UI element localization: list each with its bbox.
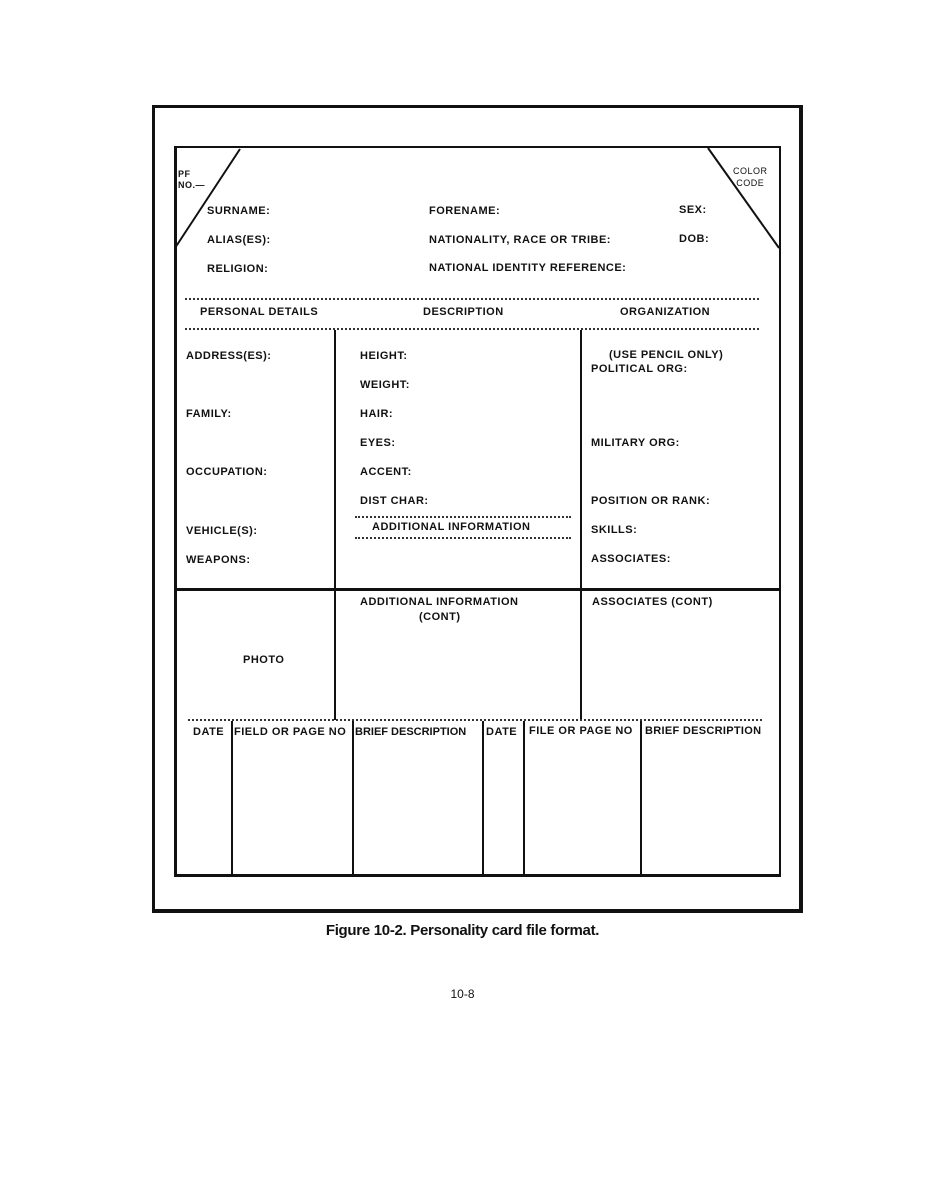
page-number: 10-8 — [450, 987, 475, 1001]
photo-label: PHOTO — [243, 654, 285, 666]
weapons-label: WEAPONS: — [186, 554, 251, 566]
log-col-date-2: DATE — [486, 726, 518, 738]
dob-label: DOB: — [679, 233, 710, 245]
log-col-file-page-no: FILE OR PAGE NO — [529, 725, 633, 737]
vehicles-label: VEHICLE(S): — [186, 525, 258, 537]
skills-label: SKILLS: — [591, 524, 638, 536]
position-rank-label: POSITION OR RANK: — [591, 495, 711, 507]
eyes-label: EYES: — [360, 437, 396, 449]
accent-label: ACCENT: — [360, 466, 412, 478]
description-header: DESCRIPTION — [423, 306, 504, 318]
aliases-label: ALIAS(ES): — [207, 234, 271, 246]
surname-label: SURNAME: — [207, 205, 271, 217]
additional-info-label: ADDITIONAL INFORMATION — [372, 521, 531, 533]
military-org-label: MILITARY ORG: — [591, 437, 680, 449]
weight-label: WEIGHT: — [360, 379, 410, 391]
log-col-field-page-no: FIELD OR PAGE NO — [234, 726, 347, 738]
personal-details-header: PERSONAL DETAILS — [200, 306, 319, 318]
additional-info-bottom-rule — [355, 537, 571, 539]
family-label: FAMILY: — [186, 408, 232, 420]
divider-description-organization — [580, 330, 582, 720]
header-bottom-dotted-rule — [185, 328, 759, 330]
log-top-dotted-rule — [188, 719, 762, 721]
forename-label: FORENAME: — [429, 205, 501, 217]
sex-label: SEX: — [679, 204, 707, 216]
religion-label: RELIGION: — [207, 263, 269, 275]
log-col-brief-description-2: BRIEF DESCRIPTION — [645, 725, 762, 737]
additional-info-cont-label: ADDITIONAL INFORMATION — [360, 596, 519, 608]
nationality-label: NATIONALITY, RACE OR TRIBE: — [429, 234, 611, 246]
log-divider-2 — [352, 721, 354, 875]
middle-divider — [175, 588, 780, 591]
pencil-note: (USE PENCIL ONLY) — [609, 349, 724, 361]
hair-label: HAIR: — [360, 408, 394, 420]
additional-info-cont-suffix: (CONT) — [419, 611, 461, 623]
figure-caption: Figure 10-2. Personality card file format. — [325, 922, 600, 939]
divider-personal-description — [334, 330, 336, 720]
occupation-label: OCCUPATION: — [186, 466, 268, 478]
log-col-date-1: DATE — [193, 726, 225, 738]
pf-label: PF NO.— — [178, 169, 206, 190]
log-divider-1 — [231, 721, 233, 875]
additional-info-top-rule — [355, 516, 571, 518]
color-code-corner-line — [708, 148, 779, 248]
addresses-label: ADDRESS(ES): — [186, 350, 272, 362]
organization-header: ORGANIZATION — [620, 306, 711, 318]
associates-cont-label: ASSOCIATES (CONT) — [592, 596, 713, 608]
log-col-brief-description-1: BRIEF DESCRIPTION — [355, 726, 467, 738]
political-org-label: POLITICAL ORG: — [591, 363, 688, 375]
header-top-dotted-rule — [185, 298, 759, 300]
national-id-label: NATIONAL IDENTITY REFERENCE: — [429, 262, 627, 274]
log-divider-5 — [640, 721, 642, 875]
associates-label: ASSOCIATES: — [591, 553, 671, 565]
log-divider-4 — [523, 721, 525, 875]
height-label: HEIGHT: — [360, 350, 408, 362]
color-code-label: COLOR CODE — [733, 166, 768, 188]
log-divider-3 — [482, 721, 484, 875]
dist-char-label: DIST CHAR: — [360, 495, 429, 507]
